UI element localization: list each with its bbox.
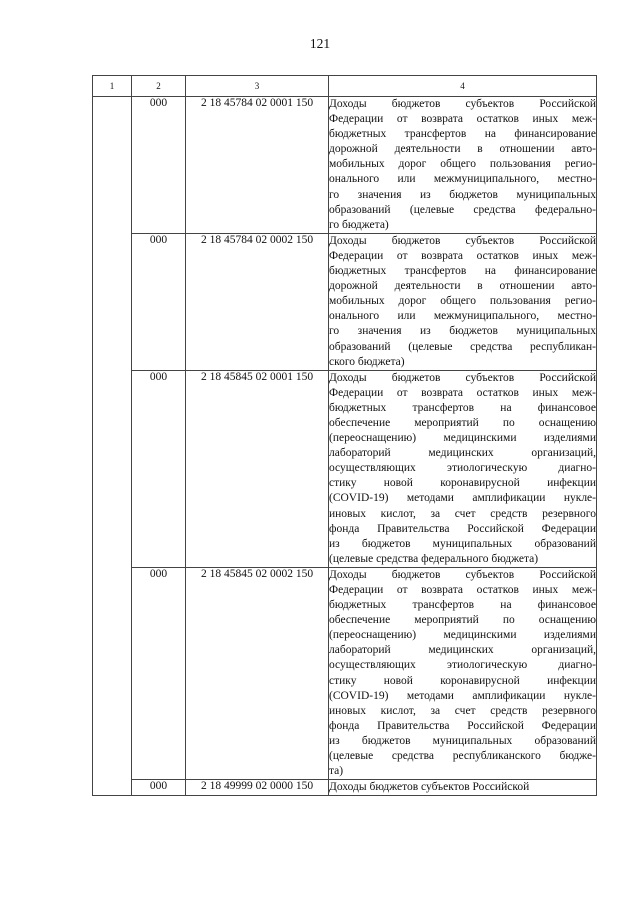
description-line: (переоснащению) медицинскими изделиями (329, 432, 596, 445)
description-line: Доходы бюджетов субъектов Российской (329, 568, 596, 581)
description-line: (COVID-19) методами амплификации нукле- (329, 689, 596, 702)
description-line: ского бюджета) (329, 355, 405, 368)
description-line: лабораторий медицинских организаций, (329, 447, 596, 460)
description-cell (329, 370, 597, 567)
description-line: (целевые средства федерального бюджета) (329, 552, 539, 565)
column-1-cell (93, 97, 132, 796)
description-line: бюджетных трансфертов на финансовое (329, 401, 596, 414)
description-line: го значения из бюджетов муниципальных (329, 188, 596, 201)
description-line: обеспечение мероприятий по оснащению (329, 614, 596, 627)
description-line: из бюджетов муниципальных образований (329, 734, 596, 747)
table-body (93, 97, 597, 796)
description-line: осуществляющих этиологическую диагно- (329, 462, 596, 475)
description-line: го значения из бюджетов муниципальных (329, 325, 596, 338)
budget-code-cell: 2 18 45784 02 0001 150 (186, 97, 329, 234)
description-line: го бюджета) (329, 218, 389, 231)
description-line: стику новой коронавирусной инфекции (329, 477, 596, 490)
description-cell (329, 567, 597, 779)
table-row (93, 780, 597, 796)
description-cell (329, 97, 597, 234)
column-header-3: 3 (186, 76, 329, 97)
table-row (93, 233, 597, 370)
description-line: фонда Правительства Российской Федерации (329, 719, 596, 732)
admin-code-cell: 000 (132, 233, 186, 370)
description-line: осуществляющих этиологическую диагно- (329, 659, 596, 672)
description-line: Доходы бюджетов субъектов Российской (329, 371, 596, 384)
description-line: (COVID-19) методами амплификации нукле- (329, 492, 596, 505)
table-row (93, 370, 597, 567)
description-line: лабораторий медицинских организаций, (329, 644, 596, 657)
description-line: онального или межмуниципального, местно- (329, 173, 596, 186)
budget-code-cell: 2 18 45845 02 0002 150 (186, 567, 329, 779)
description-line: из бюджетов муниципальных образований (329, 537, 596, 550)
page-number: 121 (309, 36, 331, 51)
description-line: дорожной деятельности в отношении авто- (329, 143, 596, 156)
budget-code-cell: 2 18 49999 02 0000 150 (186, 780, 329, 796)
description-line: Доходы бюджетов субъектов Российской (329, 781, 530, 794)
description-line: фонда Правительства Российской Федерации (329, 522, 596, 535)
column-header-1: 1 (93, 76, 132, 97)
description-line: (целевые средства республиканского бюдже- (329, 750, 596, 763)
admin-code-cell: 000 (132, 567, 186, 779)
description-line: Федерации от возврата остатков иных меж- (329, 249, 596, 262)
description-line: Доходы бюджетов субъектов Российской (329, 98, 596, 110)
column-header-4: 4 (329, 76, 597, 97)
description-line: иновых кислот, за счет средств резервного (329, 704, 596, 717)
description-line: образований (целевые средства федерально- (329, 203, 596, 216)
description-line: обеспечение мероприятий по оснащению (329, 416, 596, 429)
budget-code-cell: 2 18 45784 02 0002 150 (186, 233, 329, 370)
description-line: образований (целевые средства республикан- (329, 340, 596, 353)
description-line: бюджетных трансфертов на финансирование (329, 128, 596, 141)
description-line: стику новой коронавирусной инфекции (329, 674, 596, 687)
description-line: Федерации от возврата остатков иных меж- (329, 584, 596, 596)
description-line: мобильных дорог общего пользования регио- (329, 295, 596, 308)
description-line: мобильных дорог общего пользования регио- (329, 158, 596, 171)
description-line: онального или межмуниципального, местно- (329, 310, 596, 323)
table-row (93, 97, 597, 234)
table-row (93, 567, 597, 779)
table-header-row (93, 76, 597, 97)
description-line: бюджетных трансфертов на финансовое (329, 599, 596, 612)
admin-code-cell: 000 (132, 97, 186, 234)
description-cell (329, 780, 597, 796)
description-line: Доходы бюджетов субъектов Российской (329, 234, 596, 247)
description-cell (329, 233, 597, 370)
budget-codes-table (92, 75, 597, 796)
description-line: Федерации от возврата остатков иных меж- (329, 386, 596, 399)
budget-code-cell: 2 18 45845 02 0001 150 (186, 370, 329, 567)
admin-code-cell: 000 (132, 370, 186, 567)
description-line: дорожной деятельности в отношении авто- (329, 280, 596, 293)
description-line: бюджетных трансфертов на финансирование (329, 265, 596, 278)
admin-code-cell: 000 (132, 780, 186, 796)
description-line: та) (329, 765, 344, 778)
description-line: иновых кислот, за счет средств резервного (329, 507, 596, 520)
description-line: Федерации от возврата остатков иных меж- (329, 113, 596, 126)
column-header-2: 2 (132, 76, 186, 97)
description-line: (переоснащению) медицинскими изделиями (329, 629, 596, 642)
